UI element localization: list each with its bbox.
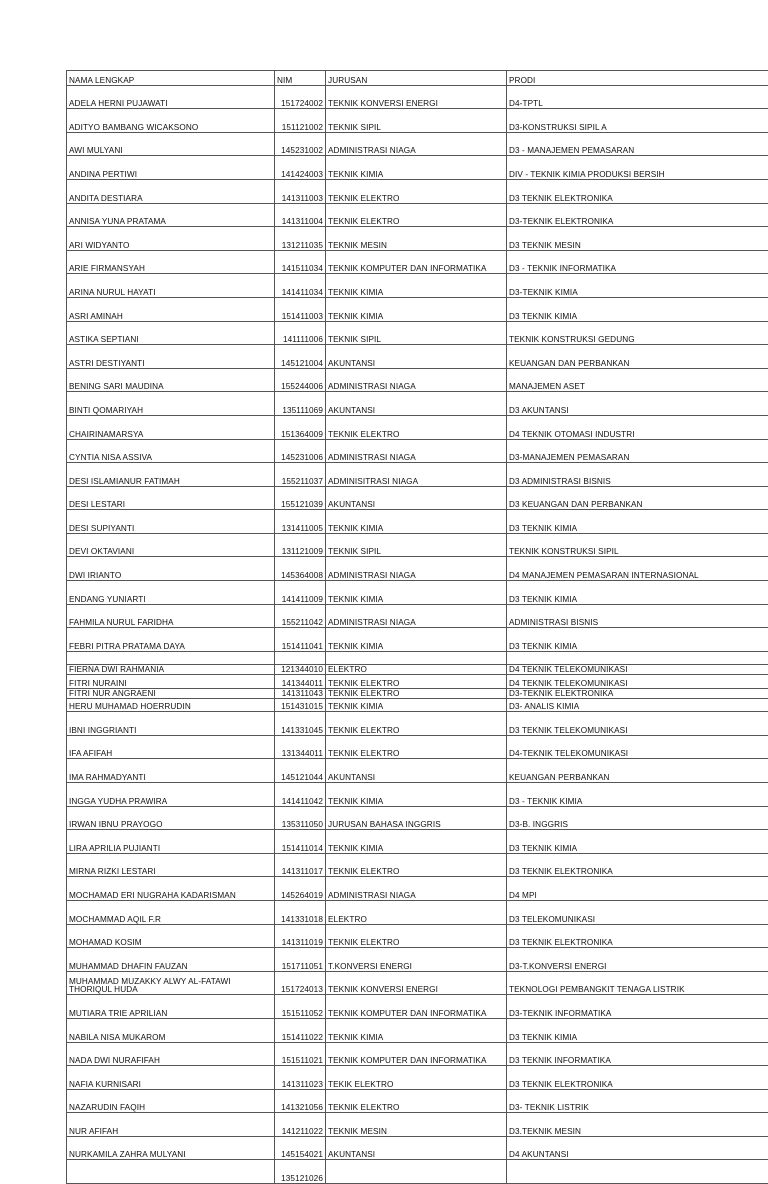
cell-jurusan: TEKNIK ELEKTRO xyxy=(326,924,507,948)
cell-name: MIRNA RIZKI LESTARI xyxy=(67,853,275,877)
header-nim: NIM xyxy=(275,71,326,86)
cell-name xyxy=(67,1160,275,1184)
table-row xyxy=(67,203,768,227)
cell-nim: 151431015 xyxy=(275,688,326,712)
cell-name: AWI MULYANI xyxy=(67,132,275,156)
cell-nim: 121344010 xyxy=(275,651,326,675)
cell-jurusan: AKUNTANSI xyxy=(326,1136,507,1160)
cell-prodi: D3 TEKNIK ELEKTRONIKA xyxy=(507,1066,768,1090)
cell-nim: 141311004 xyxy=(275,203,326,227)
cell-name: FITRI NURAINI xyxy=(67,665,275,689)
cell-name: MUTIARA TRIE APRILIAN xyxy=(67,995,275,1019)
cell-nim: 135121026 xyxy=(275,1160,326,1184)
cell-name: ADELA HERNI PUJAWATI xyxy=(67,85,275,109)
cell-jurusan: ELEKTRO xyxy=(326,900,507,924)
cell-nim: 141344011 xyxy=(275,665,326,689)
cell-name: IBNI INGGRIANTI xyxy=(67,712,275,736)
header-name: NAMA LENGKAP xyxy=(67,71,275,86)
table-row xyxy=(67,486,768,510)
cell-prodi: D4 TEKNIK TELEKOMUNIKASI xyxy=(507,651,768,675)
cell-prodi: DIV - TEKNIK KIMIA PRODUKSI BERSIH xyxy=(507,156,768,180)
table-row xyxy=(67,759,768,783)
table-row xyxy=(67,1042,768,1066)
cell-nim: 151411014 xyxy=(275,830,326,854)
cell-jurusan: TEKNIK KIMIA xyxy=(326,297,507,321)
cell-name: NADA DWI NURAFIFAH xyxy=(67,1042,275,1066)
cell-jurusan: TEKNIK SIPIL xyxy=(326,321,507,345)
cell-nim: 145264019 xyxy=(275,877,326,901)
header-prodi: PRODI xyxy=(507,71,768,86)
cell-prodi: MANAJEMEN ASET xyxy=(507,368,768,392)
table-row xyxy=(67,297,768,321)
cell-jurusan: AKUNTANSI xyxy=(326,392,507,416)
cell-jurusan: TEKNIK KIMIA xyxy=(326,156,507,180)
cell-jurusan: TEKNIK MESIN xyxy=(326,227,507,251)
table-row xyxy=(67,782,768,806)
table-row xyxy=(67,321,768,345)
cell-jurusan: AKUNTANSI xyxy=(326,345,507,369)
table-row xyxy=(67,439,768,463)
cell-nim: 141321056 xyxy=(275,1089,326,1113)
cell-prodi: D3-KONSTRUKSI SIPIL A xyxy=(507,109,768,133)
cell-name: ARIE FIRMANSYAH xyxy=(67,250,275,274)
table-row xyxy=(67,557,768,581)
table-row xyxy=(67,712,768,736)
cell-prodi: D4 MANAJEMEN PEMASARAN INTERNASIONAL xyxy=(507,557,768,581)
cell-prodi: D4 TEKNIK OTOMASI INDUSTRI xyxy=(507,415,768,439)
cell-jurusan: TEKIK ELEKTRO xyxy=(326,1066,507,1090)
cell-prodi: D3 TEKNIK ELEKTRONIKA xyxy=(507,179,768,203)
table-row xyxy=(67,900,768,924)
cell-prodi: D3 TELEKOMUNIKASI xyxy=(507,900,768,924)
header-jurusan: JURUSAN xyxy=(326,71,507,86)
cell-name: ENDANG YUNIARTI xyxy=(67,581,275,605)
cell-name: NABILA NISA MUKAROM xyxy=(67,1018,275,1042)
cell-jurusan: TEKNIK KONVERSI ENERGI xyxy=(326,971,507,995)
cell-prodi: D4 TEKNIK TELEKOMUNIKASI xyxy=(507,665,768,689)
cell-nim: 141111006 xyxy=(275,321,326,345)
cell-nim: 151411022 xyxy=(275,1018,326,1042)
cell-jurusan: ADMINISTRASI NIAGA xyxy=(326,439,507,463)
table-row xyxy=(67,948,768,972)
cell-name: BENING SARI MAUDINA xyxy=(67,368,275,392)
cell-nim: 141311003 xyxy=(275,179,326,203)
cell-nim: 151411003 xyxy=(275,297,326,321)
cell-nim: 141411034 xyxy=(275,274,326,298)
table-row xyxy=(67,227,768,251)
cell-jurusan: TEKNIK ELEKTRO xyxy=(326,1089,507,1113)
cell-nim: 145154021 xyxy=(275,1136,326,1160)
table-row xyxy=(67,510,768,534)
cell-nim: 151411041 xyxy=(275,628,326,652)
cell-nim: 145121044 xyxy=(275,759,326,783)
table-row xyxy=(67,735,768,759)
cell-prodi: D3 TEKNIK KIMIA xyxy=(507,830,768,854)
cell-nim: 151724002 xyxy=(275,85,326,109)
cell-name: HERU MUHAMAD HOERRUDIN xyxy=(67,688,275,712)
cell-jurusan: ELEKTRO xyxy=(326,651,507,675)
cell-nim: 141311043 xyxy=(275,675,326,699)
cell-name: DESI ISLAMIANUR FATIMAH xyxy=(67,463,275,487)
cell-prodi: D3 TEKNIK KIMIA xyxy=(507,1018,768,1042)
cell-prodi: D3 AKUNTANSI xyxy=(507,392,768,416)
cell-nim: 141511034 xyxy=(275,250,326,274)
cell-name: ASTRI DESTIYANTI xyxy=(67,345,275,369)
cell-nim: 141311017 xyxy=(275,853,326,877)
cell-nim: 155211037 xyxy=(275,463,326,487)
cell-name: FITRI NUR ANGRAENI xyxy=(67,675,275,699)
cell-name: DEVI OKTAVIANI xyxy=(67,533,275,557)
cell-prodi: D3 ADMINISTRASI BISNIS xyxy=(507,463,768,487)
cell-nim: 145121004 xyxy=(275,345,326,369)
cell-prodi: D3- TEKNIK LISTRIK xyxy=(507,1089,768,1113)
cell-jurusan: TEKNIK ELEKTRO xyxy=(326,665,507,689)
table-row xyxy=(67,853,768,877)
cell-nim: 151711051 xyxy=(275,948,326,972)
cell-jurusan: TEKNIK KIMIA xyxy=(326,1018,507,1042)
table-row xyxy=(67,665,768,689)
cell-nim: 131411005 xyxy=(275,510,326,534)
table-row xyxy=(67,109,768,133)
cell-name: MOCHAMAD ERI NUGRAHA KADARISMAN xyxy=(67,877,275,901)
table-row xyxy=(67,345,768,369)
cell-jurusan: TEKNIK ELEKTRO xyxy=(326,712,507,736)
cell-jurusan: TEKNIK ELEKTRO xyxy=(326,179,507,203)
table-row xyxy=(67,924,768,948)
table-row xyxy=(67,392,768,416)
table-row xyxy=(67,179,768,203)
table-row xyxy=(67,250,768,274)
cell-nim: 141411042 xyxy=(275,782,326,806)
cell-name: MUHAMMAD MUZAKKY ALWY AL-FATAWI THORIQUL HUDA xyxy=(67,971,275,995)
table-row xyxy=(67,830,768,854)
cell-prodi: D3-T.KONVERSI ENERGI xyxy=(507,948,768,972)
cell-jurusan: TEKNIK MESIN xyxy=(326,1113,507,1137)
cell-jurusan: TEKNIK KIMIA xyxy=(326,510,507,534)
cell-jurusan xyxy=(326,1160,507,1184)
cell-prodi: D3 KEUANGAN DAN PERBANKAN xyxy=(507,486,768,510)
cell-prodi: D3-TEKNIK INFORMATIKA xyxy=(507,995,768,1019)
cell-nim: 131211035 xyxy=(275,227,326,251)
cell-prodi: D3 TEKNIK ELEKTRONIKA xyxy=(507,924,768,948)
cell-name: ADITYO BAMBANG WICAKSONO xyxy=(67,109,275,133)
cell-jurusan: TEKNIK ELEKTRO xyxy=(326,735,507,759)
cell-nim: 151511021 xyxy=(275,1042,326,1066)
cell-prodi: D3-B. INGGRIS xyxy=(507,806,768,830)
cell-name: ANDITA DESTIARA xyxy=(67,179,275,203)
cell-prodi: D3 TEKNIK KIMIA xyxy=(507,510,768,534)
cell-jurusan: TEKNIK KONVERSI ENERGI xyxy=(326,85,507,109)
cell-name: DESI SUPIYANTI xyxy=(67,510,275,534)
cell-jurusan: JURUSAN BAHASA INGGRIS xyxy=(326,806,507,830)
cell-nim: 131121009 xyxy=(275,533,326,557)
table-row xyxy=(67,688,768,712)
cell-jurusan: TEKNIK KIMIA xyxy=(326,782,507,806)
cell-prodi: D4-TEKNIK TELEKOMUNIKASI xyxy=(507,735,768,759)
cell-jurusan: TEKNIK ELEKTRO xyxy=(326,203,507,227)
cell-name: ARI WIDYANTO xyxy=(67,227,275,251)
cell-prodi: D3 - TEKNIK INFORMATIKA xyxy=(507,250,768,274)
cell-nim: 141311019 xyxy=(275,924,326,948)
cell-prodi: D3-TEKNIK ELEKTRONIKA xyxy=(507,203,768,227)
cell-name: NAFIA KURNISARI xyxy=(67,1066,275,1090)
cell-nim: 141331018 xyxy=(275,900,326,924)
cell-nim: 145364008 xyxy=(275,557,326,581)
cell-name: DESI LESTARI xyxy=(67,486,275,510)
cell-prodi: D3-TEKNIK KIMIA xyxy=(507,274,768,298)
cell-name: LIRA APRILIA PUJIANTI xyxy=(67,830,275,854)
cell-jurusan: ADMINISTRASI NIAGA xyxy=(326,132,507,156)
cell-name: MOHAMAD KOSIM xyxy=(67,924,275,948)
cell-jurusan: TEKNIK KIMIA xyxy=(326,581,507,605)
table-row xyxy=(67,877,768,901)
cell-jurusan: ADMINISTRASI NIAGA xyxy=(326,368,507,392)
cell-jurusan: TEKNIK SIPIL xyxy=(326,533,507,557)
student-table-1 xyxy=(66,70,768,699)
table-row xyxy=(67,274,768,298)
cell-jurusan: T.KONVERSI ENERGI xyxy=(326,948,507,972)
cell-prodi: D3 TEKNIK KIMIA xyxy=(507,628,768,652)
cell-nim: 131344011 xyxy=(275,735,326,759)
table-row xyxy=(67,581,768,605)
cell-nim: 155211042 xyxy=(275,604,326,628)
cell-jurusan: TEKNIK KIMIA xyxy=(326,830,507,854)
cell-name: FIERNA DWI RAHMANIA xyxy=(67,651,275,675)
cell-nim: 151364009 xyxy=(275,415,326,439)
cell-prodi: D3 - MANAJEMEN PEMASARAN xyxy=(507,132,768,156)
cell-name: MOCHAMMAD AQIL F.R xyxy=(67,900,275,924)
table-row xyxy=(67,1018,768,1042)
table-row xyxy=(67,368,768,392)
table-header-row xyxy=(67,71,768,86)
cell-name: IRWAN IBNU PRAYOGO xyxy=(67,806,275,830)
cell-name: ANNISA YUNA PRATAMA xyxy=(67,203,275,227)
cell-nim: 151511052 xyxy=(275,995,326,1019)
cell-name: INGGA YUDHA PRAWIRA xyxy=(67,782,275,806)
cell-prodi: D4-TPTL xyxy=(507,85,768,109)
cell-prodi xyxy=(507,1160,768,1184)
cell-name: CHAIRINAMARSYA xyxy=(67,415,275,439)
table-row xyxy=(67,132,768,156)
cell-name: FEBRI PITRA PRATAMA DAYA xyxy=(67,628,275,652)
cell-name: MUHAMMAD DHAFIN FAUZAN xyxy=(67,948,275,972)
cell-prodi: D3 TEKNIK KIMIA xyxy=(507,581,768,605)
cell-nim: 141211022 xyxy=(275,1113,326,1137)
table-row xyxy=(67,1160,768,1184)
cell-jurusan: AKUNTANSI xyxy=(326,759,507,783)
cell-nim: 155121039 xyxy=(275,486,326,510)
cell-nim: 135111069 xyxy=(275,392,326,416)
table-row xyxy=(67,604,768,628)
cell-nim: 151121002 xyxy=(275,109,326,133)
cell-prodi: D3-TEKNIK ELEKTRONIKA xyxy=(507,675,768,699)
cell-name: CYNTIA NISA ASSIVA xyxy=(67,439,275,463)
cell-jurusan: TEKNIK KIMIA xyxy=(326,688,507,712)
cell-jurusan: ADMINISTRASI NIAGA xyxy=(326,877,507,901)
cell-prodi: D3- ANALIS KIMIA xyxy=(507,688,768,712)
cell-name: ANDINA PERTIWI xyxy=(67,156,275,180)
cell-nim: 145231002 xyxy=(275,132,326,156)
cell-jurusan: TEKNIK KOMPUTER DAN INFORMATIKA xyxy=(326,1042,507,1066)
cell-nim: 135311050 xyxy=(275,806,326,830)
cell-name: ASRI AMINAH xyxy=(67,297,275,321)
cell-prodi: TEKNOLOGI PEMBANGKIT TENAGA LISTRIK xyxy=(507,971,768,995)
table-row xyxy=(67,463,768,487)
cell-name: IMA RAHMADYANTI xyxy=(67,759,275,783)
table-row xyxy=(67,628,768,652)
cell-name: NAZARUDIN FAQIH xyxy=(67,1089,275,1113)
cell-nim: 155244006 xyxy=(275,368,326,392)
cell-jurusan: ADMINISTRASI NIAGA xyxy=(326,557,507,581)
table-row xyxy=(67,1136,768,1160)
cell-jurusan: TEKNIK ELEKTRO xyxy=(326,853,507,877)
cell-name: IFA AFIFAH xyxy=(67,735,275,759)
cell-prodi: D3 TEKNIK MESIN xyxy=(507,227,768,251)
cell-prodi: TEKNIK KONSTRUKSI SIPIL xyxy=(507,533,768,557)
table-row xyxy=(67,1089,768,1113)
table-row xyxy=(67,806,768,830)
cell-name: ASTIKA SEPTIANI xyxy=(67,321,275,345)
cell-jurusan: TEKNIK KOMPUTER DAN INFORMATIKA xyxy=(326,995,507,1019)
cell-jurusan: TEKNIK ELEKTRO xyxy=(326,415,507,439)
cell-nim: 141424003 xyxy=(275,156,326,180)
table-row xyxy=(67,533,768,557)
cell-name: BINTI QOMARIYAH xyxy=(67,392,275,416)
cell-prodi: D3 TEKNIK INFORMATIKA xyxy=(507,1042,768,1066)
table-row xyxy=(67,1066,768,1090)
table-row xyxy=(67,156,768,180)
cell-prodi: D3 TEKNIK TELEKOMUNIKASI xyxy=(507,712,768,736)
table-row xyxy=(67,415,768,439)
cell-name: NUR AFIFAH xyxy=(67,1113,275,1137)
cell-jurusan: ADMINISITRASI NIAGA xyxy=(326,463,507,487)
table-row xyxy=(67,1113,768,1137)
cell-prodi: D3.TEKNIK MESIN xyxy=(507,1113,768,1137)
cell-prodi: KEUANGAN DAN PERBANKAN xyxy=(507,345,768,369)
cell-prodi: D3 TEKNIK KIMIA xyxy=(507,297,768,321)
table-row xyxy=(67,995,768,1019)
cell-name: ARINA NURUL HAYATI xyxy=(67,274,275,298)
student-table-2 xyxy=(66,664,768,1184)
cell-prodi: KEUANGAN PERBANKAN xyxy=(507,759,768,783)
cell-name: DWI IRIANTO xyxy=(67,557,275,581)
cell-name: FAHMILA NURUL FARIDHA xyxy=(67,604,275,628)
cell-jurusan: TEKNIK KOMPUTER DAN INFORMATIKA xyxy=(326,250,507,274)
cell-prodi: D3-MANAJEMEN PEMASARAN xyxy=(507,439,768,463)
cell-nim: 141411009 xyxy=(275,581,326,605)
cell-prodi: TEKNIK KONSTRUKSI GEDUNG xyxy=(507,321,768,345)
cell-jurusan: TEKNIK KIMIA xyxy=(326,274,507,298)
table-row xyxy=(67,85,768,109)
cell-prodi: ADMINISTRASI BISNIS xyxy=(507,604,768,628)
cell-jurusan: AKUNTANSI xyxy=(326,486,507,510)
cell-nim: 151724013 xyxy=(275,971,326,995)
cell-prodi: D4 MPI xyxy=(507,877,768,901)
cell-prodi: D3 TEKNIK ELEKTRONIKA xyxy=(507,853,768,877)
cell-nim: 141331045 xyxy=(275,712,326,736)
cell-jurusan: TEKNIK KIMIA xyxy=(326,628,507,652)
cell-name: NURKAMILA ZAHRA MULYANI xyxy=(67,1136,275,1160)
cell-jurusan: TEKNIK SIPIL xyxy=(326,109,507,133)
table-row xyxy=(67,971,768,995)
cell-prodi: D4 AKUNTANSI xyxy=(507,1136,768,1160)
cell-prodi: D3 - TEKNIK KIMIA xyxy=(507,782,768,806)
cell-jurusan: TEKNIK ELEKTRO xyxy=(326,675,507,699)
cell-nim: 145231006 xyxy=(275,439,326,463)
cell-jurusan: ADMINISTRASI NIAGA xyxy=(326,604,507,628)
cell-nim: 141311023 xyxy=(275,1066,326,1090)
